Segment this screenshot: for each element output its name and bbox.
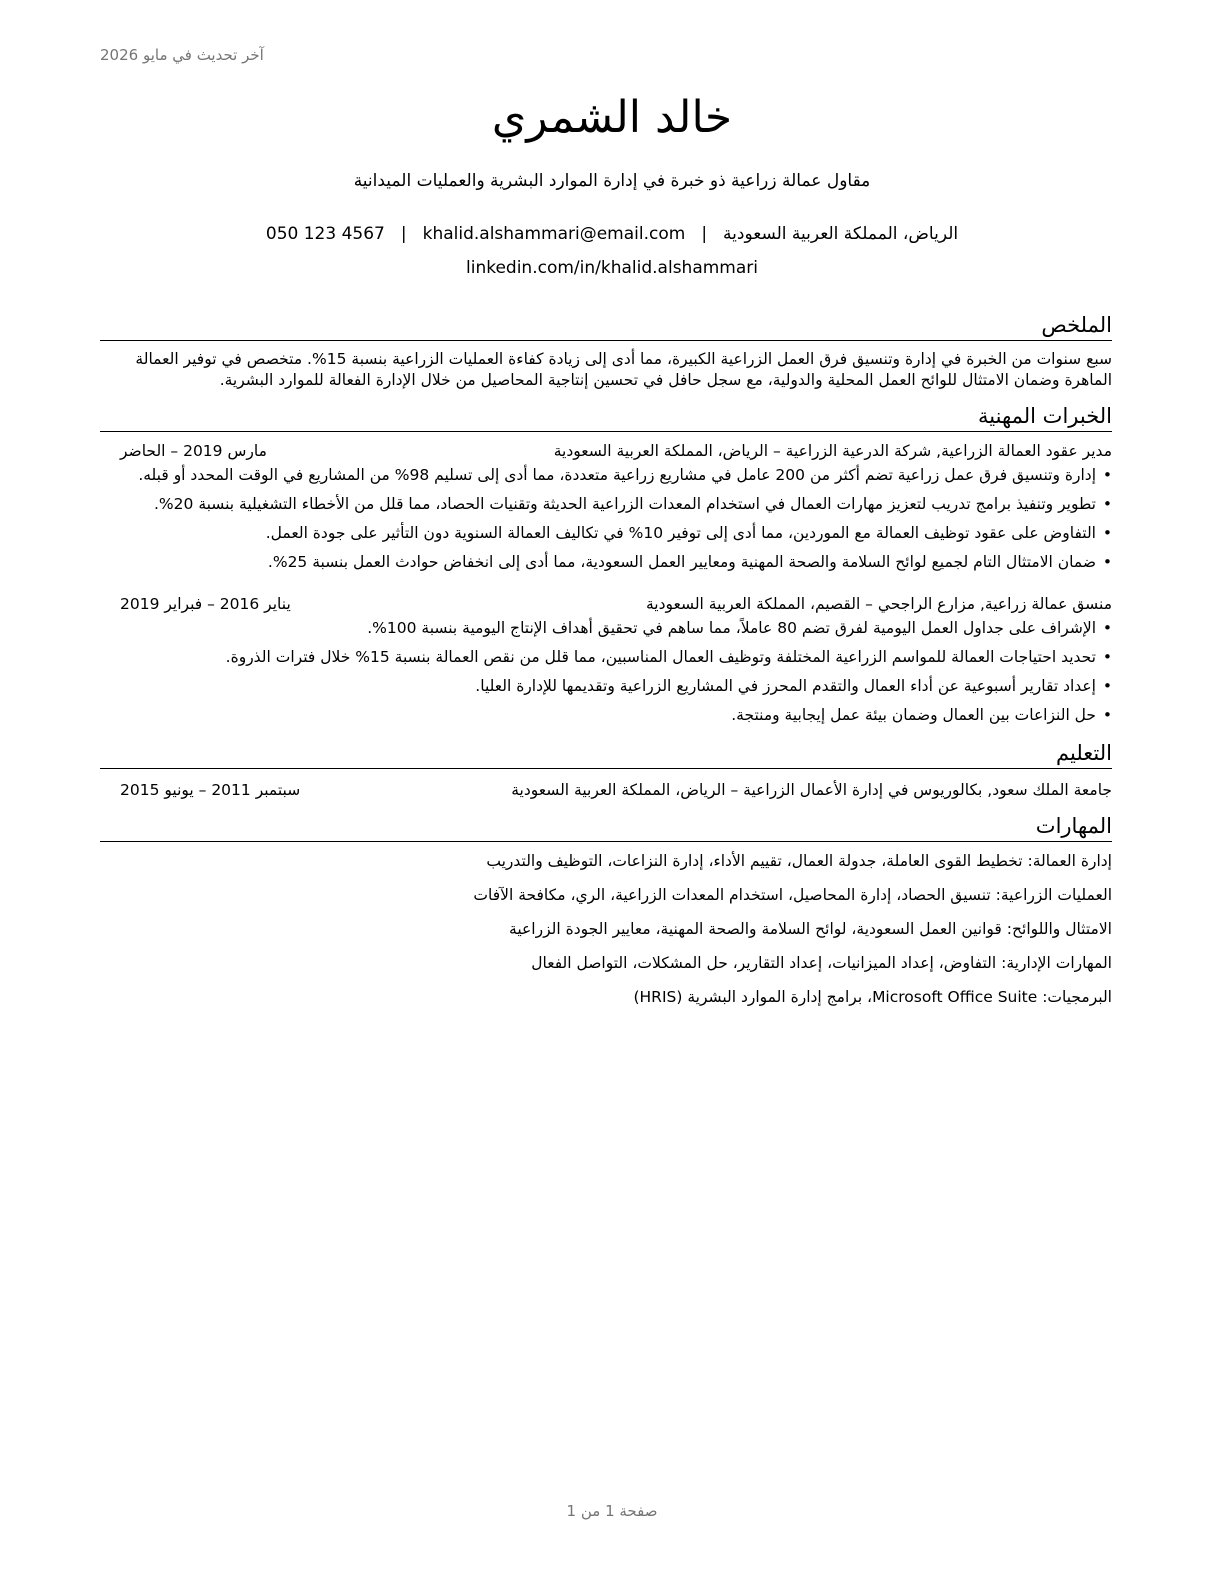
job-bullets xyxy=(100,617,1112,726)
contact-email[interactable]: khalid.alshammari@email.com xyxy=(422,224,686,244)
tagline: مقاول عمالة زراعية ذو خبرة في إدارة الموارد البشرية والعمليات الميدانية xyxy=(353,171,871,191)
job-dates: مارس 2019 – الحاضر xyxy=(120,442,267,460)
job-role: منسق عمالة زراعية, مزارع الراجحي – القصيم، المملكة العربية السعودية xyxy=(645,595,1112,613)
list-item: • ضمان الامتثال التام لجميع لوائح السلامة والصحة المهنية ومعايير العمل السعودية، مما أدى إلى انخفاض حوادث العمل بنسبة 25%. xyxy=(100,551,1112,573)
contact-separator: | xyxy=(701,224,708,244)
summary-text: سبع سنوات من الخبرة في إدارة وتنسيق فرق العمل الزراعية الكبيرة، مما أدى إلى زيادة كفاءة العمليات الزراعية بنسبة 15%. متخصص في توفير العمالة الماهرة وضمان الامتثال للوائح العمل المحلية والدولية، مع سجل حافل في تحسين إنتاجية المحاصيل من خلال الإدارة الفعالة للموارد البشرية. xyxy=(135,350,1112,389)
job-dates: يناير 2016 – فبراير 2019 xyxy=(120,595,291,613)
skill-line: إدارة العمالة: تخطيط القوى العاملة، جدولة العمال، تقييم الأداء، إدارة النزاعات، التوظيف والتدريب xyxy=(486,852,1112,870)
contact-phone: 050 123 4567 xyxy=(265,224,385,244)
contact-line xyxy=(0,224,1224,244)
job-role: مدير عقود العمالة الزراعية, شركة الدرعية الزراعية – الرياض، المملكة العربية السعودية xyxy=(553,442,1112,460)
skill-line: الامتثال واللوائح: قوانين العمل السعودية، لوائح السلامة والصحة المهنية، معايير الجودة الزراعية xyxy=(509,920,1112,938)
page-number: صفحة 1 من 1 xyxy=(566,1502,658,1520)
candidate-name: خالد الشمري xyxy=(491,92,733,143)
skill-line: المهارات الإدارية: التفاوض، إعداد الميزانيات، إعداد التقارير، حل المشكلات، التواصل الفعال xyxy=(531,954,1112,972)
list-item: • حل النزاعات بين العمال وضمان بيئة عمل إيجابية ومنتجة. xyxy=(100,704,1112,726)
contact-location: الرياض، المملكة العربية السعودية xyxy=(723,224,959,244)
section-title-skills: المهارات xyxy=(100,811,1112,842)
section-title-experience: الخبرات المهنية xyxy=(100,401,1112,432)
list-item: • إدارة وتنسيق فرق عمل زراعية تضم أكثر من 200 عامل في مشاريع زراعية متعددة، مما أدى إلى تسليم 98% من المشاريع في الوقت المحدد أو قبله. xyxy=(100,464,1112,486)
job-header xyxy=(100,440,1112,462)
education-section xyxy=(100,738,1112,801)
job-bullets xyxy=(100,464,1112,573)
list-item: • التفاوض على عقود توظيف العمالة مع الموردين، مما أدى إلى توفير 10% في تكاليف العمالة السنوية دون التأثير على جودة العمل. xyxy=(100,522,1112,544)
list-item: • إعداد تقارير أسبوعية عن أداء العمال والتقدم المحرز في المشاريع الزراعية وتقديمها للإدارة العليا. xyxy=(100,675,1112,697)
last-updated: آخر تحديث في مايو 2026 xyxy=(100,46,264,64)
skill-line: البرمجيات: Microsoft Office Suite، برامج إدارة الموارد البشرية (HRIS) xyxy=(633,988,1112,1006)
skill-line: العمليات الزراعية: تنسيق الحصاد، إدارة المحاصيل، استخدام المعدات الزراعية، الري، مكافحة الآفات xyxy=(473,886,1112,904)
job-header xyxy=(100,593,1112,615)
education-degree: جامعة الملك سعود, بكالوريوس في إدارة الأعمال الزراعية – الرياض، المملكة العربية السعودية xyxy=(511,781,1112,799)
summary-section xyxy=(100,310,1112,391)
contact-separator: | xyxy=(400,224,407,244)
education-entry xyxy=(100,779,1112,801)
section-title-summary: الملخص xyxy=(100,310,1112,341)
list-item: • الإشراف على جداول العمل اليومية لفرق تضم 80 عاملاً، مما ساهم في تحقيق أهداف الإنتاج اليومية بنسبة 100%. xyxy=(100,617,1112,639)
skills-section xyxy=(100,811,1112,1008)
education-dates: سبتمبر 2011 – يونيو 2015 xyxy=(120,781,301,799)
resume-content xyxy=(100,310,1112,1020)
contact-linkedin[interactable]: linkedin.com/in/khalid.alshammari xyxy=(466,258,758,278)
experience-section xyxy=(100,401,1112,726)
section-title-education: التعليم xyxy=(100,738,1112,769)
job-entry xyxy=(100,593,1112,726)
list-item: • تطوير وتنفيذ برامج تدريب لتعزيز مهارات العمال في استخدام المعدات الزراعية الحديثة وتقنيات الحصاد، مما قلل من الأخطاء التشغيلية بنسبة 20%. xyxy=(100,493,1112,515)
job-entry xyxy=(100,440,1112,573)
list-item: • تحديد احتياجات العمالة للمواسم الزراعية المختلفة وتوظيف العمال المناسبين، مما قلل من نقص العمالة بنسبة 15% خلال فترات الذروة. xyxy=(100,646,1112,668)
